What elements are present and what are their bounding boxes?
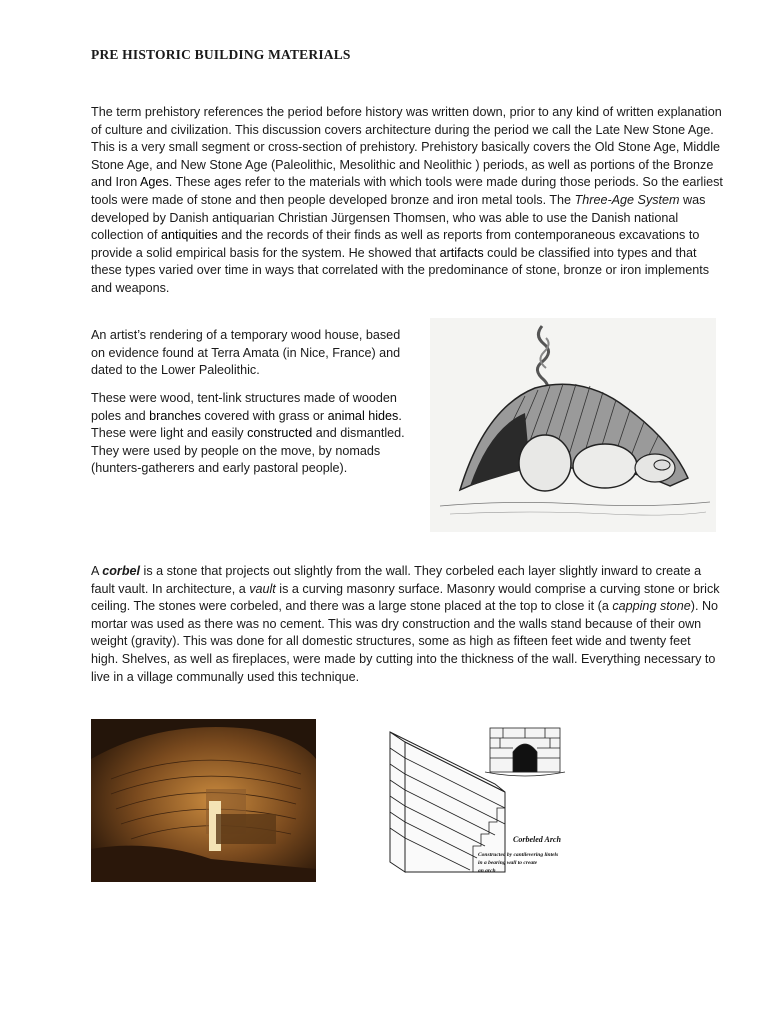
intro-text-1: The term prehistory references the period before history was written down, prior to any kind of written explanation of culture and civilization. This discussion covers architecture during the period we call the Late New Stone Age. This is a very small segment or cross-section of prehistory. Prehistory basically covers the Old Stone Age, Middle Stone Age, and New Stone Age (Paleolithic, Mesolithic and Neolithic ) periods, as well as portions of the Bronze and Iron (91, 105, 722, 190)
arch-label-line2: in a bearing wall to create (478, 860, 538, 866)
three-age-system-term: Three-Age System (574, 192, 680, 207)
tent-text-1: These were wood, tent-link structures made of wooden poles and (91, 391, 397, 423)
tent-text-3: . These were light and easily (91, 408, 402, 441)
tent-text-2: covered with grass or (200, 408, 328, 423)
arch-label-title: Corbeled Arch (513, 835, 561, 844)
wood-hut-illustration (430, 318, 716, 532)
page-title: PRE HISTORIC BUILDING MATERIALS (91, 47, 351, 62)
corbel-text-3: is a curving masonry surface. Masonry would comprise a curving stone or brick ceiling. The stones were corbeled, and there was a large stone placed at the top to close it (a (91, 581, 720, 614)
capping-stone-term: capping stone (612, 599, 691, 614)
link-antiquities[interactable]: antiquities (161, 228, 218, 243)
link-branches[interactable]: branches (149, 408, 201, 423)
intro-text-2: . These ages refer to the materials with which tools were made during those periods. So the earliest tools were made of stone and then people developed bronze and iron metal tools. The (91, 175, 723, 207)
link-artifacts[interactable]: artifacts (439, 245, 484, 260)
arch-label-line3: an arch (478, 868, 496, 874)
corbel-text-2: is a stone that projects out slightly from the wall. They corbeled each layer slightly inward to create a fault vault. In architecture, a (91, 564, 702, 596)
corbel-paragraph (91, 563, 721, 686)
link-ages[interactable]: Ages (140, 175, 169, 190)
arch-label-line1: Constructed by cantilevering lintels (478, 852, 559, 858)
corbel-interior-photo (91, 719, 316, 882)
intro-paragraph (91, 104, 726, 298)
vault-term: vault (249, 581, 276, 596)
tent-paragraph (91, 390, 413, 478)
corbeled-arch-diagram (385, 722, 605, 884)
figure-caption: An artist’s rendering of a temporary wood house, based on evidence found at Terra Amata (in Nice, France) and dated to the Lower Paleolithic. (91, 328, 401, 378)
link-animal-hides[interactable]: animal hides (327, 408, 399, 423)
corbel-text-4: ). No mortar was used as there was no cement. This was dry construction and the walls stand because of their own weight (gravity). This was done for all domestic structures, some as high as fifteen feet wide and twenty feet high. Shelves, as well as fireplaces, were made by cutting into the thickness of the wall. Everything necessary to live in a village communally used this technique. (91, 599, 719, 684)
corbel-term: corbel (102, 564, 141, 578)
intro-text-4: and the records of their finds as well as reports from contemporaneous excavations to provide a solid empirical basis for the system. He showed that (91, 228, 700, 260)
intro-text-5: could be classified into types and that these types varied over time in ways that correlated with the predominance of stone, bronze or iron implements and weapons. (91, 245, 710, 295)
tent-text-4: and dismantled. They were used by people on the move, by nomads (hunters-gatherers and early pastoral people). (91, 426, 405, 476)
intro-text-3: was developed by Danish antiquarian Christian Jürgensen Thomsen, who was able to use the Danish national collection of (91, 192, 706, 243)
link-constructed[interactable]: constructed (247, 426, 313, 441)
corbel-text-1: A (91, 564, 103, 578)
